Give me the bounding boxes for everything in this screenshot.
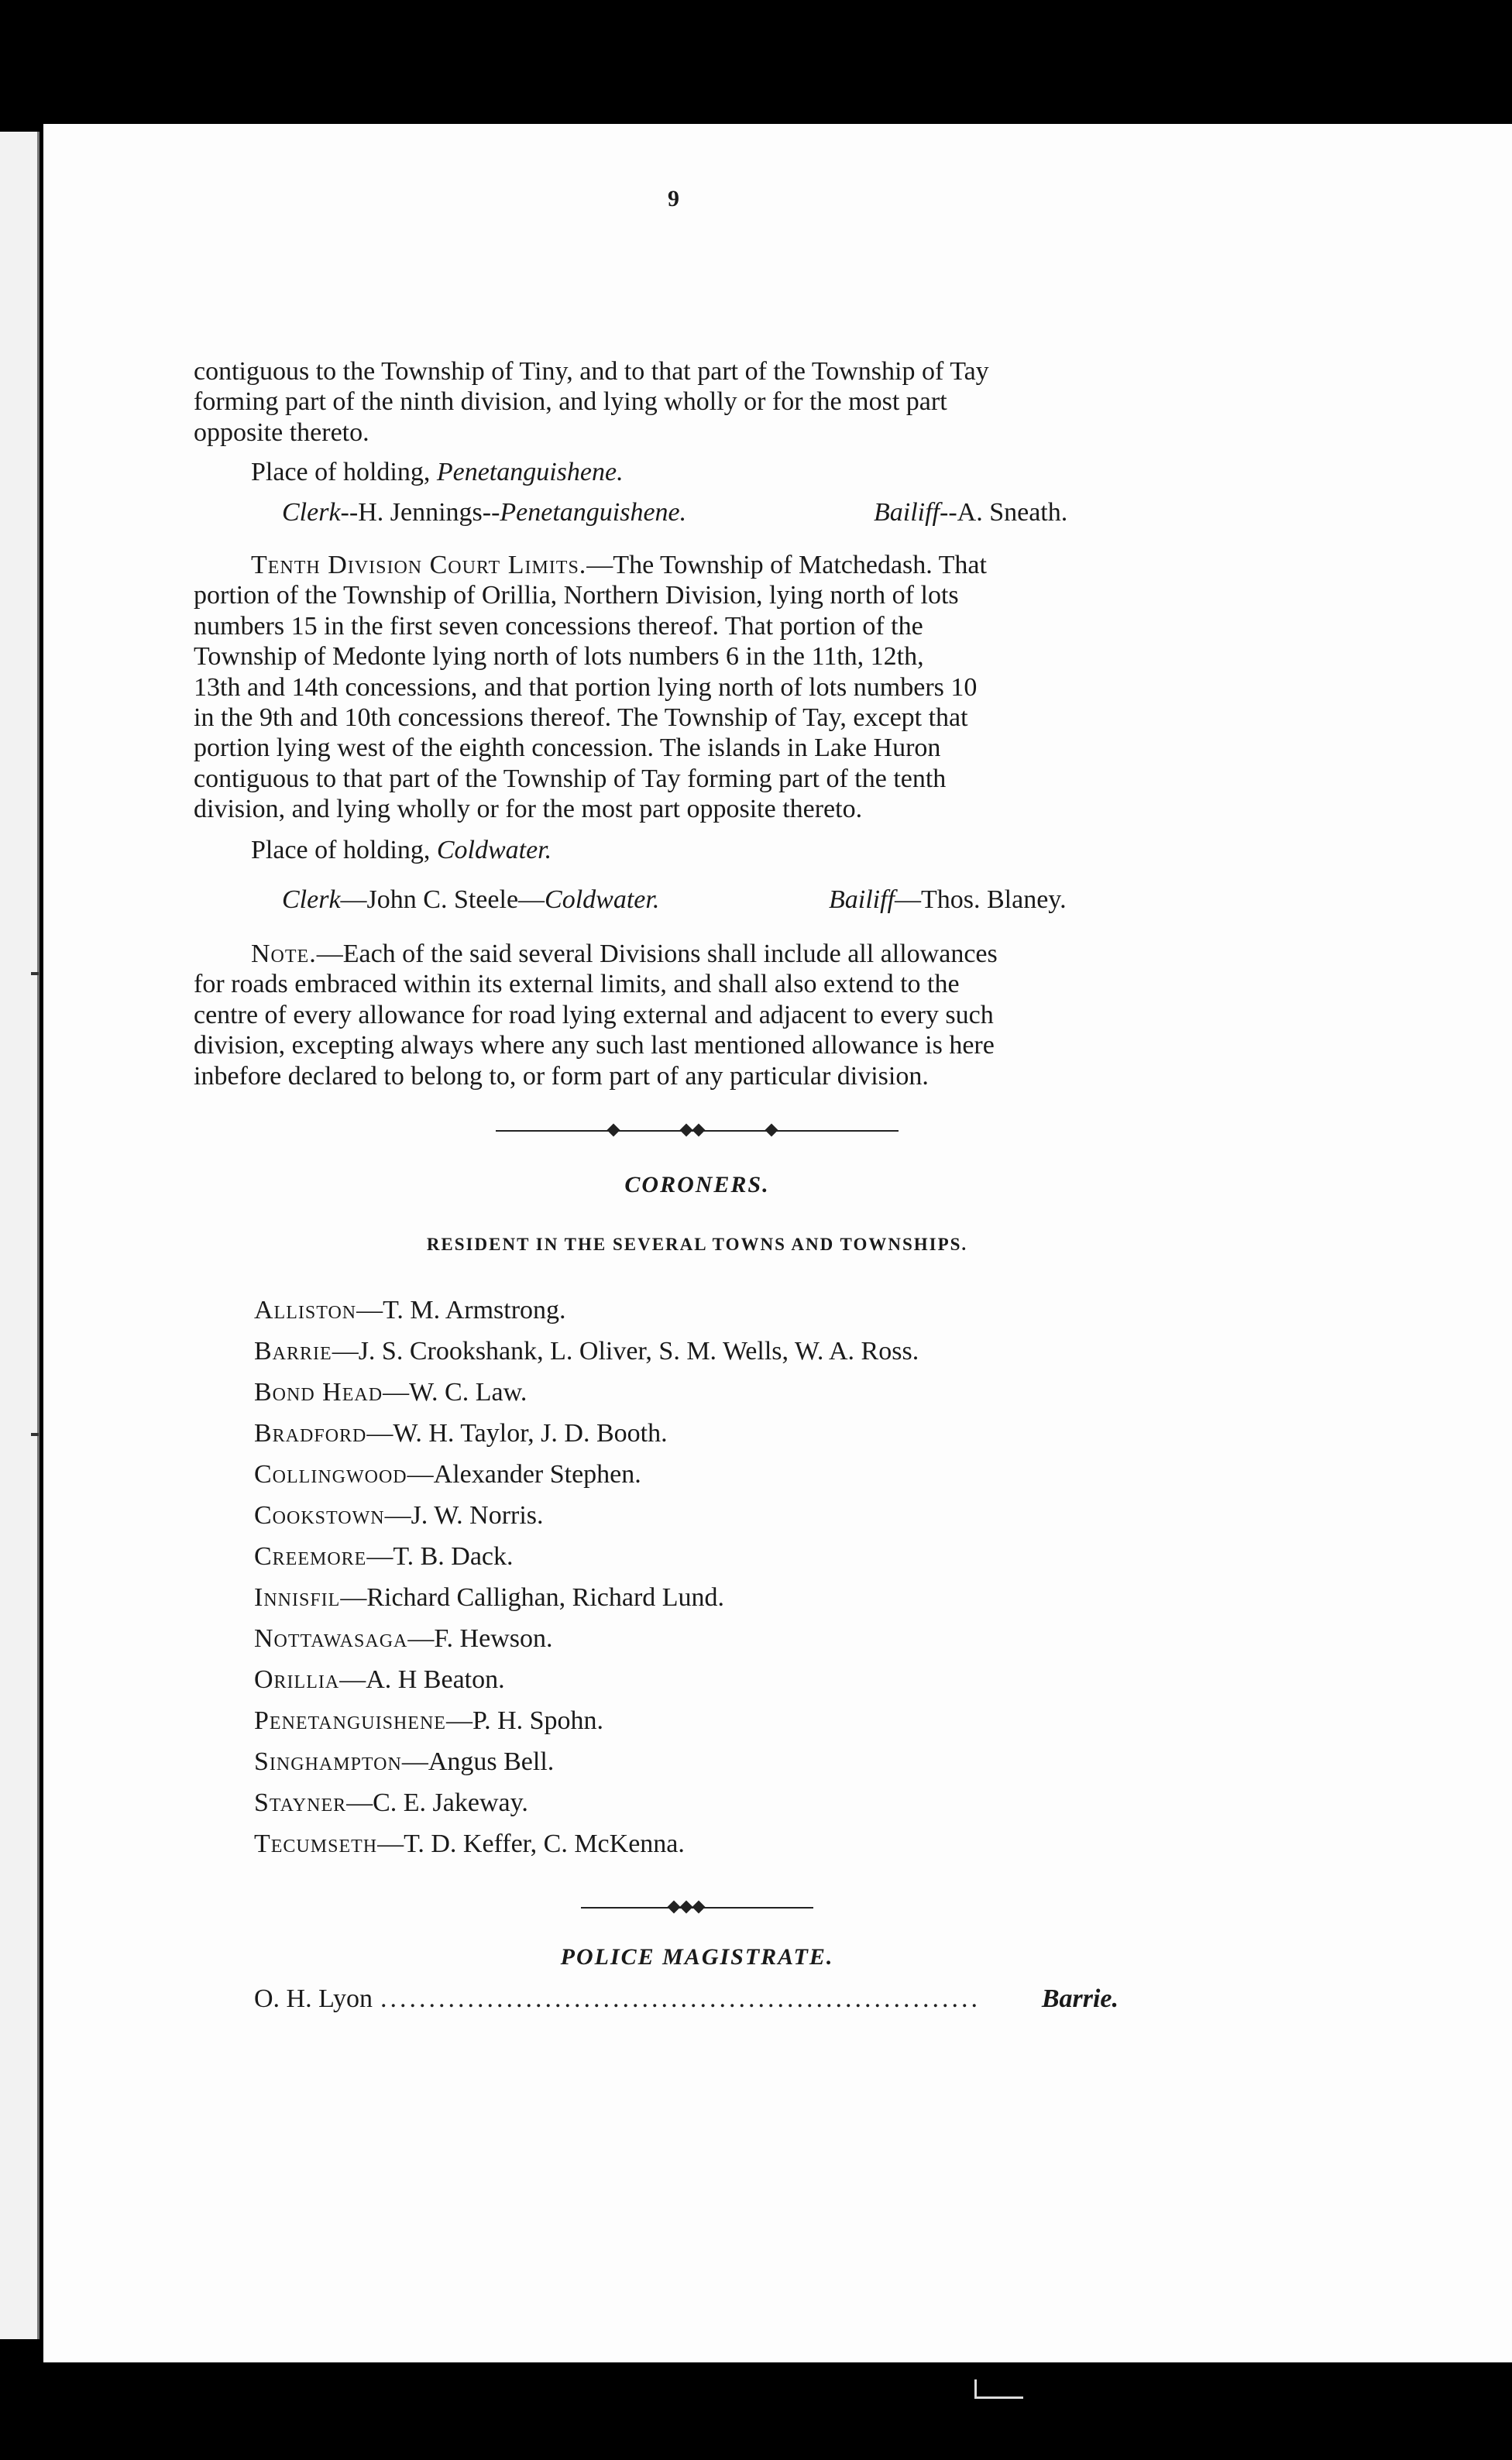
clerk-label: Clerk xyxy=(282,885,341,914)
text-line: portion of the Township of Orillia, Northern Division, lying north of lots xyxy=(194,581,959,610)
tenth-division-paragraph xyxy=(194,550,1171,825)
place-label: Place of holding, xyxy=(251,836,431,864)
list-item xyxy=(254,1623,553,1654)
text-line: contiguous to that part of the Township of Tay forming part of the tenth xyxy=(194,764,947,793)
town-name: Collingwood xyxy=(254,1460,407,1489)
coroner-names: —A. H Beaton. xyxy=(339,1665,505,1694)
town-name: Barrie xyxy=(254,1337,332,1366)
text-line: inbefore declared to belong to, or form part of any particular division. xyxy=(194,1061,929,1091)
coroners-title: CORONERS. xyxy=(624,1172,770,1197)
town-name: Orillia xyxy=(254,1665,340,1694)
town-name: Singhampton xyxy=(254,1747,402,1776)
list-item xyxy=(254,1459,641,1490)
page-number: 9 xyxy=(668,186,679,211)
coroner-names: —J. W. Norris. xyxy=(384,1501,544,1530)
town-name: Bond Head xyxy=(254,1378,383,1407)
list-item xyxy=(254,1706,603,1737)
list-item xyxy=(254,1418,668,1449)
coroner-names: —Angus Bell. xyxy=(401,1747,555,1776)
coroner-names: —Alexander Stephen. xyxy=(407,1460,641,1489)
clerk-name: —John C. Steele— xyxy=(340,885,545,914)
text-line: forming part of the ninth division, and lying wholly or for the most part xyxy=(194,387,947,417)
list-item xyxy=(254,1788,528,1819)
coroner-names: —J. S. Crookshank, L. Oliver, S. M. Wells, W. A. Ross. xyxy=(332,1337,919,1366)
text-line: contiguous to the Township of Tiny, and to that part of the Township of Tay xyxy=(194,357,989,386)
list-item xyxy=(254,1829,685,1860)
note-paragraph xyxy=(194,939,1171,1091)
clerk-line xyxy=(282,497,686,528)
text-line: numbers 15 in the first seven concessions thereof. That portion of the xyxy=(194,611,923,641)
town-name: Penetanguishene xyxy=(254,1706,446,1735)
list-item xyxy=(254,1336,919,1367)
bailiff-line xyxy=(874,497,1067,528)
text-line: Township of Medonte lying north of lots numbers 6 in the 11th, 12th, xyxy=(194,642,924,672)
list-item xyxy=(254,1500,544,1531)
text-line: in the 9th and 10th concessions thereof. The Township of Tay, except that xyxy=(194,703,968,733)
text-line: centre of every allowance for road lying external and adjacent to every such xyxy=(194,1000,994,1029)
section-heading: Tenth Division Court Limits. xyxy=(251,551,587,579)
left-page-edge xyxy=(0,132,40,2339)
scan-corner-mark xyxy=(974,2379,1023,2399)
text-line: 13th and 14th concessions, and that portion lying north of lots numbers 10 xyxy=(194,672,978,702)
town-name: Cookstown xyxy=(254,1501,385,1530)
coroner-names: —P. H. Spohn. xyxy=(445,1706,604,1735)
text-line: Note.—Each of the said several Divisions shall include all allowances xyxy=(251,940,998,968)
coroner-names: —W. H. Taylor, J. D. Booth. xyxy=(366,1419,668,1448)
list-item xyxy=(254,1377,527,1408)
bailiff-name: --A. Sneath. xyxy=(940,498,1068,527)
ninth-division-paragraph xyxy=(194,356,1171,448)
clerk-name: --H. Jennings-- xyxy=(340,498,500,527)
coroner-names: —C. E. Jakeway. xyxy=(346,1788,528,1817)
clerk-line xyxy=(282,885,659,916)
list-item xyxy=(254,1295,566,1326)
coroner-names: —Richard Callighan, Richard Lund. xyxy=(340,1583,725,1612)
town-name: Bradford xyxy=(254,1419,367,1448)
town-name: Nottawasaga xyxy=(254,1624,408,1653)
clerk-town: Penetanguishene. xyxy=(500,498,687,527)
list-item xyxy=(254,1582,724,1613)
note-heading: Note. xyxy=(251,940,317,968)
leader-dots: .............................................................. xyxy=(380,1984,981,2013)
text-line: for roads embraced within its external limits, and shall also extend to the xyxy=(194,970,960,999)
text-line: Tenth Division Court Limits.—The Township of Matchedash. That xyxy=(251,551,987,579)
place-of-holding xyxy=(251,835,552,866)
place-value: Coldwater. xyxy=(436,836,552,864)
margin-mark xyxy=(31,972,39,975)
bailiff-label: Bailiff xyxy=(829,885,895,914)
town-name: Tecumseth xyxy=(254,1830,378,1858)
magistrate-town: Barrie. xyxy=(1041,1984,1119,2013)
list-item xyxy=(254,1665,505,1696)
bailiff-label: Bailiff xyxy=(874,498,940,527)
town-name: Innisfil xyxy=(254,1583,341,1612)
text-line: portion lying west of the eighth concession. The islands in Lake Huron xyxy=(194,734,941,763)
bailiff-name: —Thos. Blaney. xyxy=(895,885,1067,914)
town-name: Stayner xyxy=(254,1788,347,1817)
town-name: Creemore xyxy=(254,1542,367,1571)
clerk-label: Clerk xyxy=(282,498,341,527)
margin-mark xyxy=(31,1433,39,1436)
coroner-names: —T. B. Dack. xyxy=(366,1542,514,1571)
list-item xyxy=(254,1541,514,1572)
place-of-holding xyxy=(251,457,624,488)
town-name: Alliston xyxy=(254,1296,357,1324)
coroner-names: —W. C. Law. xyxy=(383,1378,527,1407)
coroner-names: —T. D. Keffer, C. McKenna. xyxy=(377,1830,685,1858)
coroners-subtitle: RESIDENT IN THE SEVERAL TOWNS AND TOWNSHIPS. xyxy=(426,1235,968,1254)
list-item xyxy=(254,1747,554,1778)
police-magistrate-title: POLICE MAGISTRATE. xyxy=(560,1944,834,1970)
text-line: opposite thereto. xyxy=(194,417,369,447)
clerk-town: Coldwater. xyxy=(545,885,660,914)
coroner-names: —T. M. Armstrong. xyxy=(356,1296,566,1324)
bailiff-line xyxy=(829,885,1067,916)
text-line: division, and lying wholly or for the most part opposite thereto. xyxy=(194,795,863,824)
magistrate-name: O. H. Lyon xyxy=(254,1984,373,2013)
place-value: Penetanguishene. xyxy=(436,458,624,486)
magistrate-entry xyxy=(254,1984,1119,2014)
text-line: division, excepting always where any such last mentioned allowance is here xyxy=(194,1031,995,1060)
place-label: Place of holding, xyxy=(251,458,431,486)
coroner-names: —F. Hewson. xyxy=(407,1624,553,1653)
